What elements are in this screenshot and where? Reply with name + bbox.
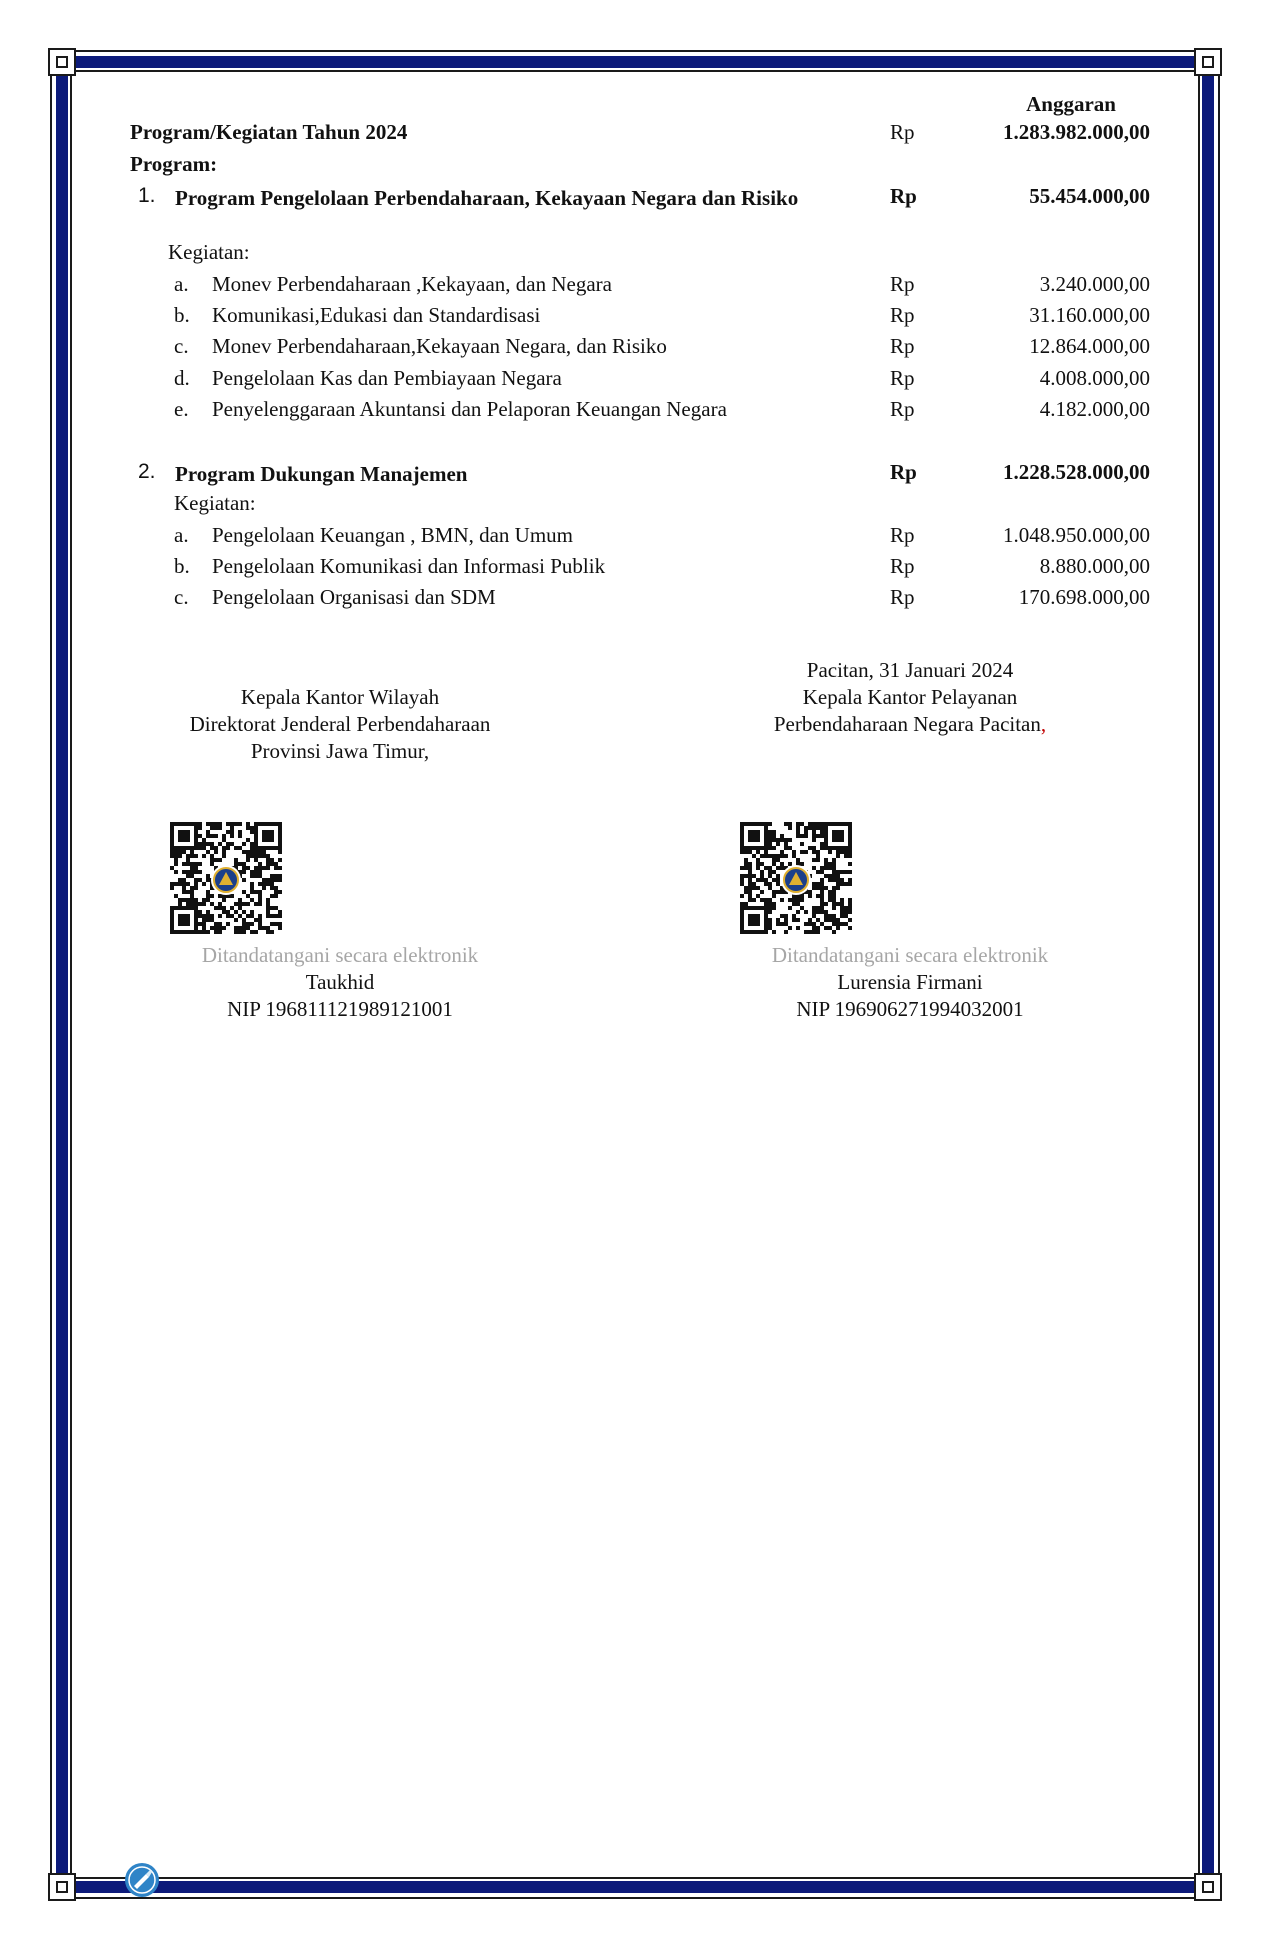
kegiatan-row — [130, 334, 1150, 364]
item-amount: 3.240.000,00 — [1039, 272, 1150, 296]
signature-footer-right — [710, 942, 1110, 1023]
item-label: Komunikasi,Edukasi dan Standardisasi — [212, 303, 541, 327]
item-label: Pengelolaan Komunikasi dan Informasi Publik — [212, 554, 606, 578]
kegiatan-heading-row — [130, 491, 1150, 521]
signer-title-line2: Direktorat Jenderal Perbendaharaan — [189, 712, 491, 736]
signer-title-line3: Provinsi Jawa Timur, — [250, 739, 430, 763]
program-currency: Rp — [890, 460, 917, 484]
kegiatan-row — [130, 523, 1150, 553]
signature-block-left — [140, 684, 540, 765]
program-number: 2. — [138, 460, 156, 483]
item-amount: 170.698.000,00 — [1018, 585, 1150, 609]
signer-nip: NIP 196811121989121001 — [227, 997, 453, 1021]
item-currency: Rp — [890, 366, 915, 390]
esign-note: Ditandatangani secara elektronik — [201, 943, 479, 967]
item-label: Monev Perbendaharaan ,Kekayaan, dan Negara — [212, 272, 612, 296]
kegiatan-label: Kegiatan: — [168, 240, 250, 264]
item-amount: 1.048.950.000,00 — [1003, 523, 1150, 547]
kemenkeu-emblem-icon — [781, 865, 811, 895]
item-letter: b. — [174, 554, 190, 578]
kegiatan-row — [130, 303, 1150, 333]
border-corner-top-right — [1194, 48, 1222, 76]
item-label: Pengelolaan Kas dan Pembiayaan Negara — [212, 366, 562, 390]
signer-title-line1: Kepala Kantor Wilayah — [240, 685, 440, 709]
item-label: Pengelolaan Organisasi dan SDM — [212, 585, 496, 609]
program-amount: 1.228.528.000,00 — [1003, 460, 1150, 484]
item-letter: a. — [174, 272, 189, 296]
item-letter: c. — [174, 334, 189, 358]
program-label: Program: — [130, 152, 218, 176]
item-letter: a. — [174, 523, 189, 547]
item-label: Penyelenggaraan Akuntansi dan Pelaporan Keuangan Negara — [212, 397, 727, 421]
red-comma: , — [1040, 712, 1047, 736]
program-row-1 — [130, 184, 1150, 244]
item-amount: 4.182.000,00 — [1039, 397, 1150, 421]
signature-footer-left — [140, 942, 540, 1023]
sign-date: Pacitan, 31 Januari 2024 — [806, 658, 1014, 682]
item-amount: 31.160.000,00 — [1029, 303, 1150, 327]
program-number: 1. — [138, 184, 156, 207]
kegiatan-row — [130, 366, 1150, 396]
item-amount: 8.880.000,00 — [1039, 554, 1150, 578]
signer-title-line2 — [710, 711, 1110, 738]
item-currency: Rp — [890, 272, 915, 296]
program-currency: Rp — [890, 184, 917, 208]
item-letter: d. — [174, 366, 190, 390]
border-corner-bottom-left — [48, 1873, 76, 1901]
total-amount: 1.283.982.000,00 — [1003, 120, 1150, 144]
kegiatan-row — [130, 585, 1150, 615]
esign-note: Ditandatangani secara elektronik — [771, 943, 1049, 967]
kemenkeu-emblem-icon — [211, 865, 241, 895]
item-currency: Rp — [890, 303, 915, 327]
program-title: Program Dukungan Manajemen — [175, 462, 468, 486]
header-anggaran-row — [130, 92, 1150, 122]
page-title: Program/Kegiatan Tahun 2024 — [130, 120, 408, 144]
program-amount: 55.454.000,00 — [1029, 184, 1150, 208]
signature-block-right — [710, 657, 1110, 738]
item-currency: Rp — [890, 397, 915, 421]
program-title: Program Pengelolaan Perbendaharaan, Kekayaan Negara dan Risiko — [175, 186, 799, 210]
kegiatan-row — [130, 554, 1150, 584]
item-label: Pengelolaan Keuangan , BMN, dan Umum — [212, 523, 574, 547]
border-corner-top-left — [48, 48, 76, 76]
item-currency: Rp — [890, 334, 915, 358]
item-letter: e. — [174, 397, 189, 421]
item-currency: Rp — [890, 523, 915, 547]
kegiatan-heading-row — [130, 240, 1150, 270]
qr-code-icon — [740, 822, 852, 934]
signer-title-line1: Kepala Kantor Pelayanan — [802, 685, 1018, 709]
anggaran-label: Anggaran — [1026, 92, 1116, 116]
item-letter: b. — [174, 303, 190, 327]
qr-code-icon — [170, 822, 282, 934]
item-letter: c. — [174, 585, 189, 609]
program-row-2 — [130, 460, 1150, 490]
signer-name: Lurensia Firmani — [837, 970, 983, 994]
item-currency: Rp — [890, 585, 915, 609]
border-corner-bottom-right — [1194, 1873, 1222, 1901]
item-amount: 12.864.000,00 — [1029, 334, 1150, 358]
signer-title-line2-text: Perbendaharaan Negara Pacitan — [773, 712, 1041, 736]
signer-name: Taukhid — [305, 970, 375, 994]
item-currency: Rp — [890, 554, 915, 578]
program-heading-row — [130, 152, 1150, 182]
kegiatan-row — [130, 272, 1150, 302]
item-label: Monev Perbendaharaan,Kekayaan Negara, dan Risiko — [212, 334, 667, 358]
total-currency: Rp — [890, 120, 915, 144]
esign-logo-icon — [124, 1862, 160, 1898]
header-total-row — [130, 120, 1150, 150]
signer-nip: NIP 196906271994032001 — [796, 997, 1024, 1021]
kegiatan-row — [130, 397, 1150, 427]
kegiatan-label: Kegiatan: — [174, 491, 256, 515]
item-amount: 4.008.000,00 — [1039, 366, 1150, 390]
